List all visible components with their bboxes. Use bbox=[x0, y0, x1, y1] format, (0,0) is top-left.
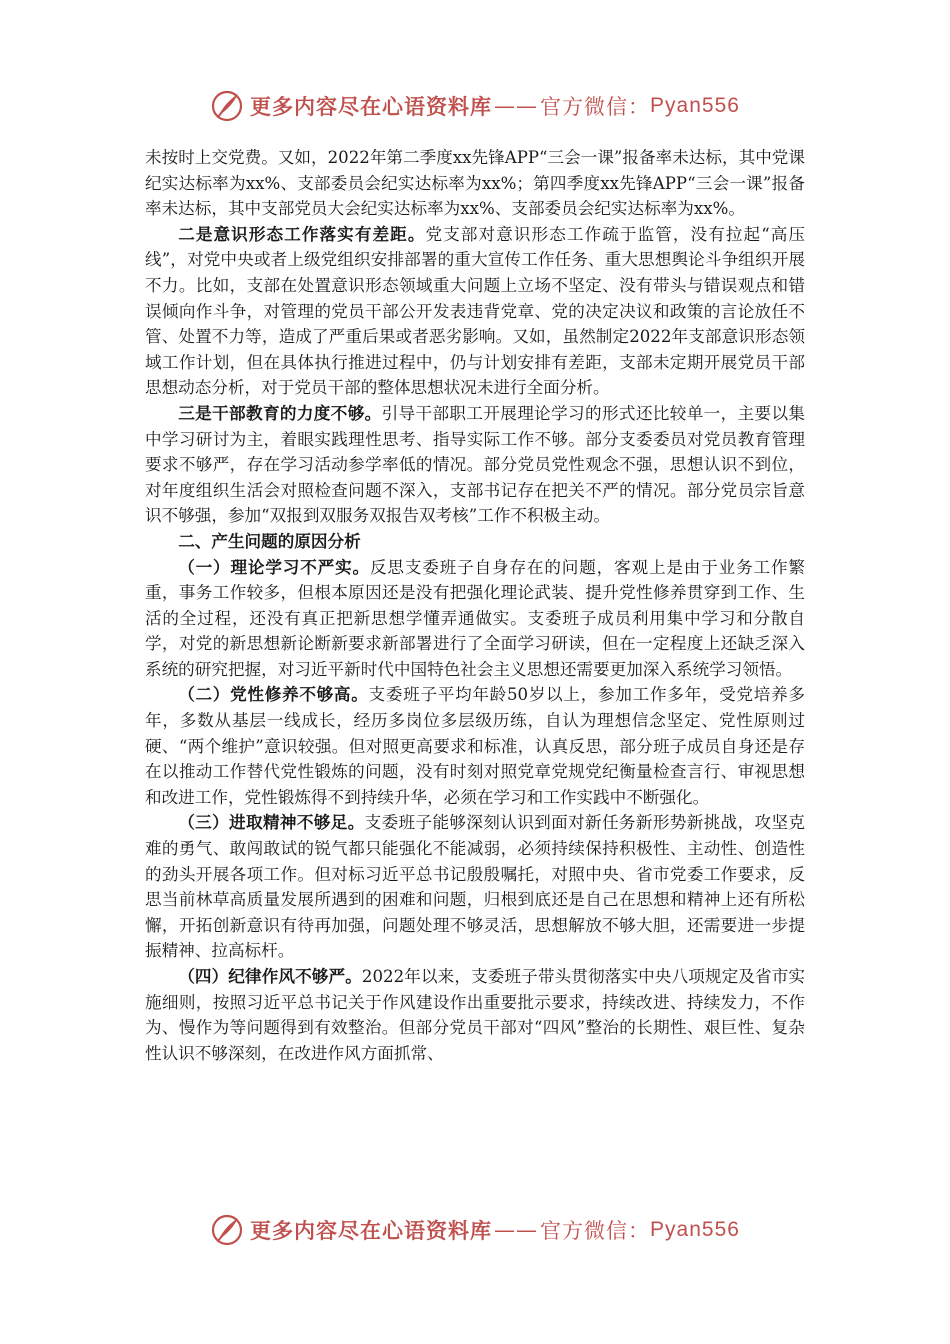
paragraph-text: 反思支委班子自身存在的问题，客观上是由于业务工作繁重，事务工作较多，但根本原因还是没有把强化理论武装、提升党性修养贯穿到工作、生活的全过程，还没有真正把新思想学懂弄通做实。支委班子成员利用集中学习和分散自学，对党的新思想新论断新要求新部署进行了全面学习研读，但在一定程度上还缺乏深入系统的研究把握，对习近平新时代中国特色社会主义思想还需要更加深入系统学习领悟。 bbox=[145, 557, 806, 679]
paragraph-lead: 二是意识形态工作落实有差距。 bbox=[178, 223, 426, 244]
paragraph-party-spirit bbox=[145, 682, 805, 810]
paragraph-lead: 三是干部教育的力度不够。 bbox=[178, 402, 382, 423]
paragraph-text: 引导干部职工开展理论学习的形式还比较单一，主要以集中学习研讨为主，着眼实践理性思考、指导实际工作不够。部分支委委员对党员教育管理要求不够严，存在学习活动参学率低的情况。部分党员党性观念不强，思想认识不到位，对年度组织生活会对照检查问题不深入，支部书记存在把关不严的情况。部分党员宗旨意识不够强，参加“双报到双服务双报告双考核”工作不积极主动。 bbox=[145, 403, 805, 526]
paragraph-text: 支委班子平均年龄50岁以上，参加工作多年，受党培养多年，多数从基层一线成长，经历多岗位多层级历练，自认为理想信念坚定、党性原则过硬、“两个维护”意识较强。但对照更高要求和标准，认真反思，部分班子成员自身还是存在以推动工作替代党性锻炼的问题，没有时刻对照党章党规党纪衡量检查言行、审视思想和改进工作，党性锻炼得不到持续升华，必须在学习和工作实践中不断强化。 bbox=[145, 685, 805, 807]
watermark-wechat-label: 官方微信： bbox=[540, 1219, 651, 1243]
watermark-wechat-id: Pyan556 bbox=[650, 94, 740, 117]
paragraph-cadre-education bbox=[145, 401, 805, 529]
paragraph-discipline bbox=[145, 964, 805, 1066]
paragraph-lead: （二）党性修养不够高。 bbox=[178, 684, 369, 705]
watermark-separator: —— bbox=[494, 94, 539, 118]
paragraph-enterprising-spirit bbox=[145, 810, 805, 964]
watermark-banner-bottom bbox=[0, 1210, 950, 1250]
watermark-title: 更多内容尽在心语资料库 bbox=[250, 95, 493, 119]
watermark-banner-top bbox=[0, 86, 950, 126]
paragraph-text: 党支部对意识形态工作疏于监管，没有拉起“高压线”，对党中央或者上级党组织安排部署的重大宣传工作任务、重大思想舆论斗争组织开展不力。比如，支部在处置意识形态领域重大问题上立场不坚定、没有带头与错误观点和错误倾向作斗争，对管理的党员干部公开发表违背党章、党的决定决议和政策的言论放任不管、处置不力等，造成了严重后果或者恶劣影响。又如，虽然制定2022年支部意识形态领域工作计划，但在具体执行推进过程中，仍与计划安排有差距，支部未定期开展党员干部思想动态分析，对于党员干部的整体思想状况未进行全面分析。 bbox=[145, 224, 806, 398]
paragraph-ideology bbox=[145, 222, 805, 401]
paragraph-text: 支委班子能够深刻认识到面对新任务新形势新挑战，攻坚克难的勇气、敢闯敢试的锐气都只能强化不能减弱，必须持续保持积极性、主动性、创造性的劲头开展各项工作。但对标习近平总书记殷殷嘱托，对照中央、省市党委工作要求，反思当前林草高质量发展所遇到的困难和问题，归根到底还是自己在思想和精神上还有所松懈，开拓创新意识有待再加强，问题处理不够灵活，思想解放不够大胆，还需要进一步提振精神、拉高标杆。 bbox=[145, 813, 806, 961]
paragraph-theory-study bbox=[145, 555, 805, 683]
feather-pen-logo-icon bbox=[210, 89, 244, 123]
paragraph-lead: （四）纪律作风不够严。 bbox=[178, 966, 362, 986]
paragraph-text: 未按时上交党费。又如，2022年第二季度xx先锋APP“三会一课”报备率未达标，其中党课纪实达标率为xx%、支部委员会纪实达标率为xx%；第四季度xx先锋APP“三会一课”报备率未达标，其中支部党员大会纪实达标率为xx%、支部委员会纪实达标率为xx%。 bbox=[145, 148, 805, 219]
paragraph-lead: （三）进取精神不够足。 bbox=[178, 812, 365, 833]
paragraph-lead: （一）理论学习不严实。 bbox=[178, 556, 370, 577]
watermark-separator: —— bbox=[494, 1218, 539, 1242]
watermark-wechat-label: 官方微信： bbox=[540, 95, 651, 119]
watermark-wechat-id: Pyan556 bbox=[650, 1218, 740, 1241]
feather-pen-logo-icon bbox=[210, 1213, 244, 1247]
section-heading: 二、产生问题的原因分析 bbox=[178, 530, 361, 551]
watermark-title: 更多内容尽在心语资料库 bbox=[250, 1219, 493, 1243]
paragraph-continuation bbox=[145, 145, 805, 222]
paragraph-text: 2022年以来，支委班子带头贯彻落实中央八项规定及省市实施细则，按照习近平总书记关于作风建设作出重要批示要求，持续改进、持续发力，不作为、慢作为等问题得到有效整治。但部分党员干部对“四风”整治的长期性、艰巨性、复杂性认识不够深刻，在改进作风方面抓常、 bbox=[145, 967, 806, 1063]
document-body bbox=[145, 145, 805, 1066]
